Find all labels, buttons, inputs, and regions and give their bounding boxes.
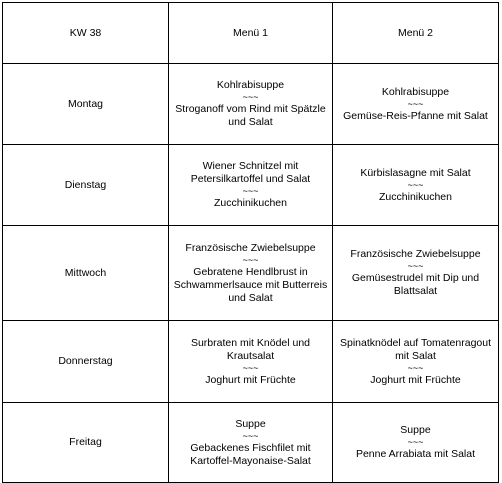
menu-line: Gebackenes Fischfilet mit <box>190 441 311 454</box>
menu-line: Joghurt mit Früchte <box>370 373 461 386</box>
menu-line: Petersilkartoffel und Salat <box>190 173 311 185</box>
menu-line: Kartoffel-Mayonaise-Salat <box>190 454 311 467</box>
menu-line: Suppe <box>235 417 266 430</box>
separator: ~~~ <box>242 362 259 373</box>
table-row <box>3 403 499 483</box>
menu-line: Blattsalat <box>393 285 438 297</box>
menu-line: Wiener Schnitzel mit <box>202 160 299 172</box>
table-row <box>3 145 499 226</box>
menu-line: Gebratene Hendlbrust in <box>193 265 308 278</box>
table-header-row <box>3 3 499 64</box>
menu1-cell <box>169 403 333 483</box>
menu1-cell <box>169 64 333 145</box>
menu1-cell <box>169 145 333 226</box>
menu-line: Penne Arrabiata mit Salat <box>355 448 476 460</box>
day-cell: Donnerstag <box>3 321 169 403</box>
header-menu-2: Menü 2 <box>333 3 499 64</box>
separator: ~~~ <box>242 186 259 196</box>
menu-line: Suppe <box>400 424 431 436</box>
menu-line: Kürbislasagne mit Salat <box>360 166 471 179</box>
menu2-cell <box>333 403 499 483</box>
menu-line: Joghurt mit Früchte <box>205 373 296 386</box>
separator: ~~~ <box>407 261 424 271</box>
table-row <box>3 64 499 145</box>
menu1-cell <box>169 321 333 403</box>
separator: ~~~ <box>242 92 259 102</box>
menu-line: und Salat <box>228 116 273 128</box>
separator: ~~~ <box>407 98 424 109</box>
menu-line: mit Salat <box>395 349 436 362</box>
day-cell: Montag <box>3 64 169 145</box>
menu1-cell <box>169 226 333 321</box>
menu-line: Surbraten mit Knödel und <box>190 336 311 349</box>
menu2-cell <box>333 321 499 403</box>
day-cell: Dienstag <box>3 145 169 226</box>
weekly-menu-table <box>2 2 499 483</box>
header-menu-1: Menü 1 <box>169 3 333 64</box>
menu-line: und Salat <box>228 291 273 304</box>
separator: ~~~ <box>407 179 424 190</box>
day-cell: Mittwoch <box>3 226 169 321</box>
separator: ~~~ <box>242 254 259 265</box>
table-row <box>3 226 499 321</box>
menu-line: Spinatknödel auf Tomatenragout <box>340 336 491 349</box>
menu2-cell <box>333 145 499 226</box>
menu-line: Zucchinikuchen <box>379 190 452 203</box>
menu-line: Kohlrabisuppe <box>216 79 285 91</box>
menu-line: Gemüse-Reis-Pfanne mit Salat <box>343 109 488 122</box>
menu2-cell <box>333 226 499 321</box>
menu-line: Französische Zwiebelsuppe <box>350 248 481 260</box>
menu2-cell <box>333 64 499 145</box>
menu-line: Zucchinikuchen <box>214 197 287 209</box>
header-week: KW 38 <box>3 3 169 64</box>
menu-line: Stroganoff vom Rind mit Spätzle <box>175 103 326 115</box>
separator: ~~~ <box>242 430 259 441</box>
separator: ~~~ <box>407 437 424 447</box>
separator: ~~~ <box>407 362 424 373</box>
day-cell: Freitag <box>3 403 169 483</box>
menu-line: Gemüsestrudel mit Dip und <box>351 272 480 284</box>
table-row <box>3 321 499 403</box>
menu-line: Schwammerlsauce mit Butterreis <box>173 278 328 291</box>
menu-line: Französische Zwiebelsuppe <box>185 241 316 254</box>
menu-line: Krautsalat <box>226 349 275 362</box>
menu-line: Kohlrabisuppe <box>381 85 450 98</box>
